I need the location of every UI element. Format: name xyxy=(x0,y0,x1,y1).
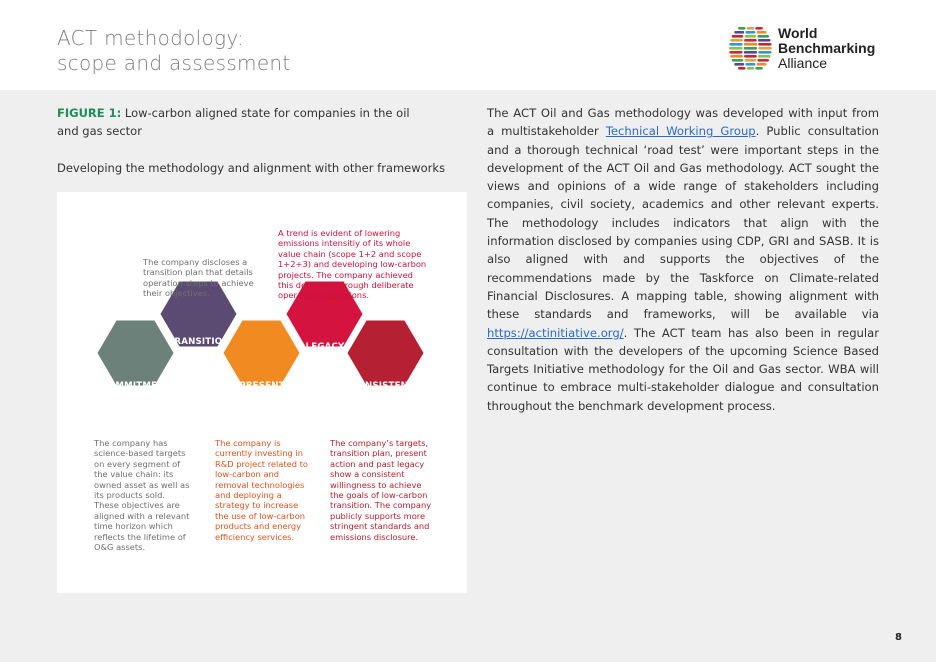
wba-logo-text xyxy=(778,26,875,71)
logo-word-world: World xyxy=(778,25,818,41)
logo-stripe xyxy=(755,67,763,70)
annotation-present: The company is currently investing in R&D project related to low-carbon and removal technologies and deploying a strategy to increase the use of low-carbon products and energy efficiency services. xyxy=(215,438,309,542)
page-title-line2: scope and assessment xyxy=(57,51,291,75)
annotation-legacy: A trend is evident of lowering emissions intensitiy of its whole value chain (scope 1+2 and scope 1+2+3) and developing low-carbon projects. The company achieved this decrease through deliberate operational decisions. xyxy=(278,228,427,301)
logo-stripe xyxy=(758,43,771,46)
logo-stripe xyxy=(734,63,744,66)
logo-word-alliance: Alliance xyxy=(778,55,828,71)
logo-stripe xyxy=(730,39,743,42)
logo-stripe xyxy=(745,59,757,62)
act-initiative-link[interactable]: https://actinitiative.org/ xyxy=(487,325,624,340)
logo-stripe xyxy=(747,67,755,70)
logo-stripe xyxy=(758,39,771,42)
wba-logo-mark-icon xyxy=(728,24,774,72)
body-paragraph xyxy=(487,104,879,415)
hex-label-consistency: CONSISTENCY xyxy=(350,381,422,391)
hex-consistency xyxy=(348,321,424,386)
annotation-commitment: The company has science-based targets on every segment of the value chain: its owned asset as well as its products sold. These objectives are aligned with a relevant time horizon which reflects the lifetime of O&G assets. xyxy=(94,438,190,553)
logo-stripe xyxy=(744,55,757,58)
logo-stripe xyxy=(745,31,755,34)
page-header xyxy=(0,0,936,90)
logo-stripe xyxy=(758,51,771,54)
logo-stripe xyxy=(744,43,757,46)
logo-stripe xyxy=(730,55,743,58)
page-title xyxy=(57,26,291,76)
body-text-part1: The ACT Oil and Gas methodology was developed with input from a multistakeholder xyxy=(487,106,879,139)
annotation-transition: The company discloses a transition plan that details operation steps to achieve their objectives. xyxy=(143,257,254,299)
figure-diagram xyxy=(57,192,467,593)
body-text-part3: . The ACT team has also been in regular consultation with the developers of the upcoming Science Based Targets Initiative methodology for the Oil and Gas sector. WBA will continue to embrace multi-stakeholder dialogue and consultation throughout the benchmark development process. xyxy=(487,325,879,413)
logo-stripe xyxy=(729,51,742,54)
hex-present xyxy=(224,321,300,386)
logo-stripe xyxy=(732,35,744,38)
logo-stripe xyxy=(757,59,769,62)
hex-commitment xyxy=(98,321,174,386)
logo-stripe xyxy=(745,63,755,66)
logo-stripe xyxy=(729,43,742,46)
hex-label-commitment: COMMITMENT xyxy=(101,381,171,391)
hex-label-present: PRESENT xyxy=(239,381,285,391)
logo-stripe xyxy=(738,67,746,70)
logo-stripe xyxy=(747,27,755,30)
logo-stripe xyxy=(744,51,757,54)
logo-stripe xyxy=(757,35,769,38)
figure-caption-label: FIGURE 1: xyxy=(57,106,122,120)
logo-stripe xyxy=(734,31,744,34)
figure-subcaption: Developing the methodology and alignment with other frameworks xyxy=(57,161,446,175)
logo-stripe xyxy=(738,27,746,30)
annotation-consistency: The company’s targets, transition plan, present action and past legacy show a consistent willingness to achieve the goals of low-carbon transition. The company publicly supports more stringent standards and emissions disclosure. xyxy=(330,438,432,542)
logo-stripe xyxy=(745,35,757,38)
logo-stripe xyxy=(744,47,758,50)
logo-stripe xyxy=(757,31,767,34)
body-text-part2: . Public consultation and a thorough technical ‘road test’ were important steps in the development of the ACT Oil and Gas methodology. ACT sought the views and opinions of a wide range of stakeholders including companies, civil society, academics and other relevant experts. The methodology includes indicators that align with the information disclosed by companies using CDP, GRI and SASB. It is also aligned with and supports the objectives of the recommendations made by the Taskforce on Climate-related Financial Disclosures. A mapping table, showing alignment with these standards and frameworks, will be available via xyxy=(487,124,879,322)
logo-stripe xyxy=(732,59,744,62)
technical-working-group-link[interactable]: Technical Working Group xyxy=(605,124,756,139)
page-title-line1: ACT methodology: xyxy=(57,26,245,50)
hex-label-transition: TRANSITION PLAN xyxy=(168,337,230,357)
logo-stripe xyxy=(757,63,767,66)
logo-stripe xyxy=(755,27,763,30)
page-number: 8 xyxy=(895,632,902,643)
figure-caption-text: Low-carbon aligned state for companies in the oil and gas sector xyxy=(57,106,410,138)
wba-logo xyxy=(728,22,888,74)
logo-stripe xyxy=(758,55,771,58)
logo-stripe xyxy=(744,39,757,42)
logo-word-benchmarking: Benchmarking xyxy=(778,40,876,56)
figure-caption xyxy=(57,104,427,140)
logo-stripe xyxy=(758,47,772,50)
logo-stripe xyxy=(729,47,743,50)
hex-label-legacy: LEGACY xyxy=(305,342,345,352)
